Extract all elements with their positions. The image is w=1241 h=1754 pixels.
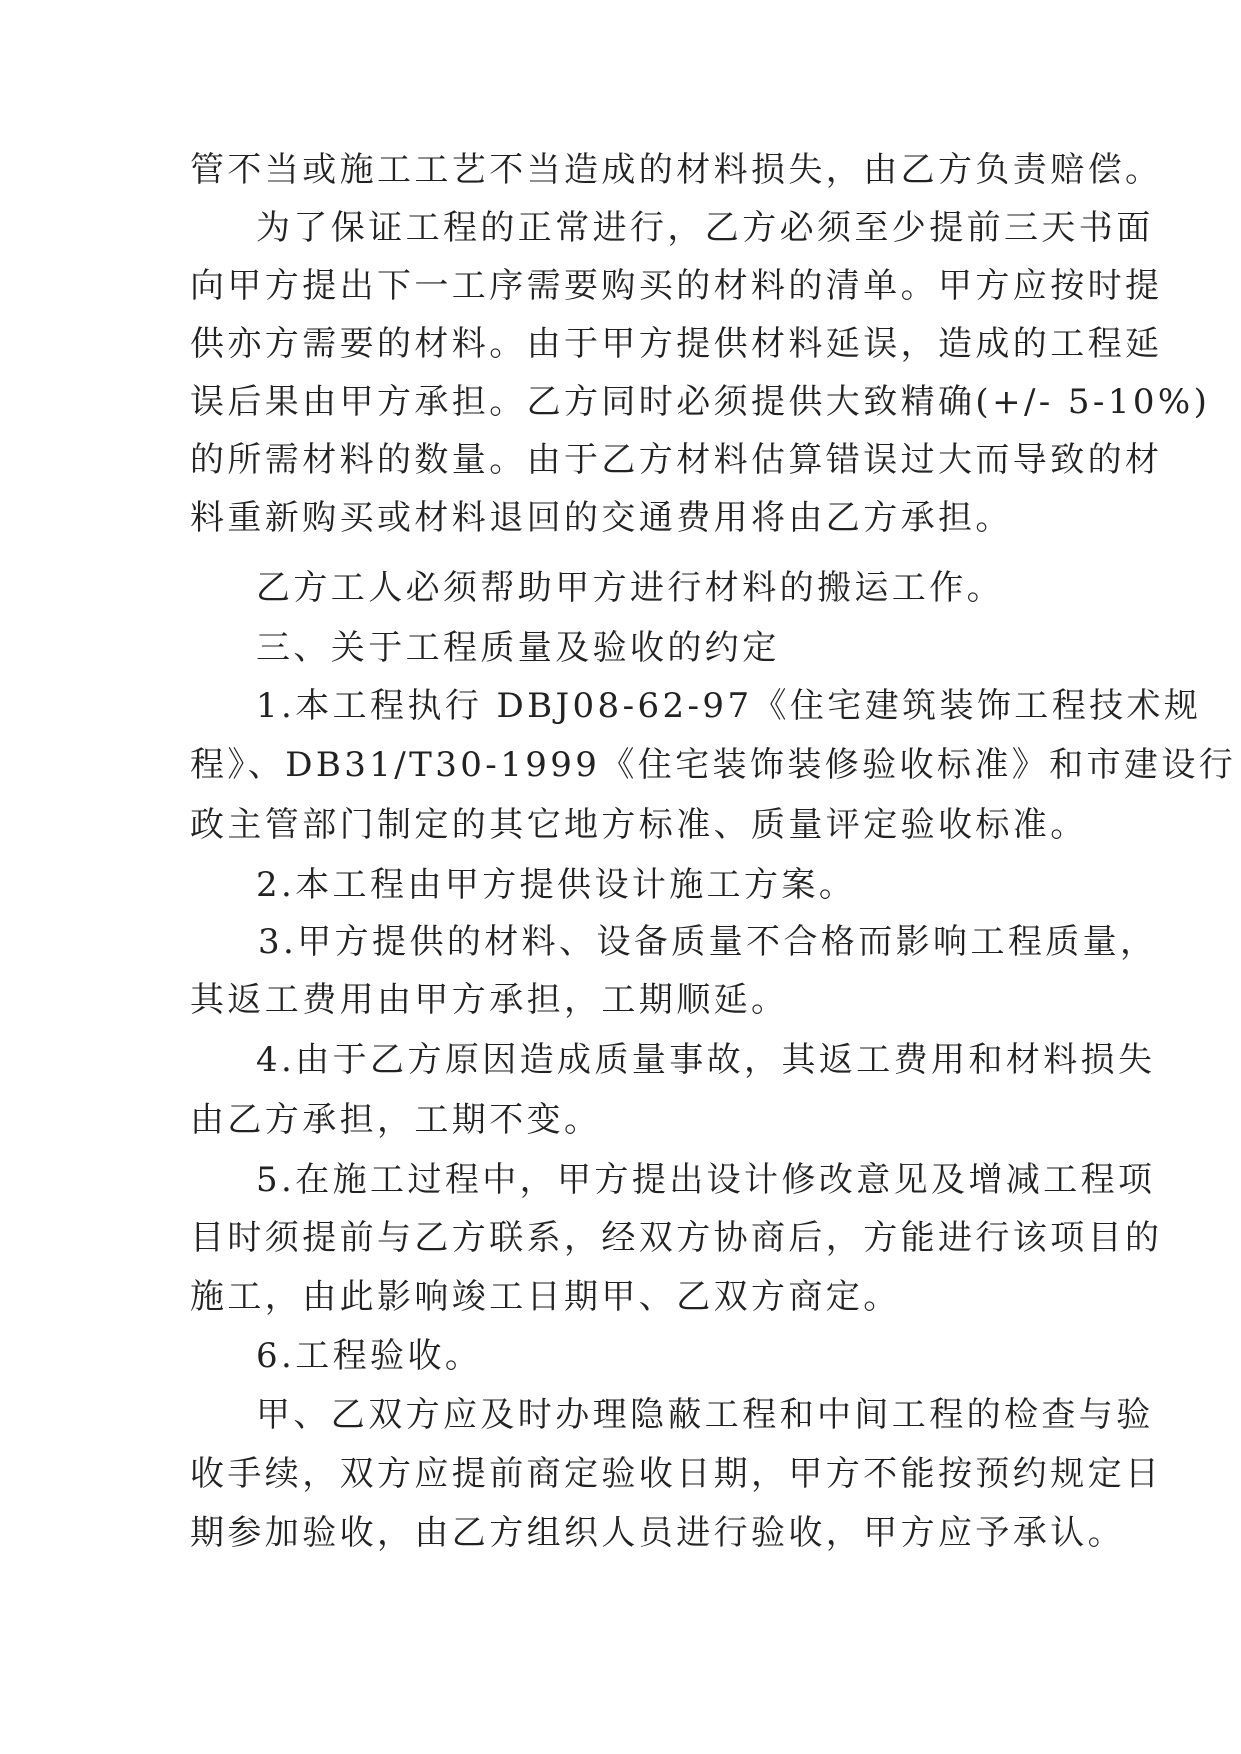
text-line: 料重新购买或材料退回的交通费用将由乙方承担。	[190, 498, 1013, 538]
text-line: 向甲方提出下一工序需要购买的材料的清单。甲方应按时提	[190, 266, 1163, 306]
section-heading: 三、关于工程质量及验收的约定	[256, 628, 780, 668]
text-line: 政主管部门制定的其它地方标准、质量评定验收标准。	[190, 805, 1088, 845]
text-line: 4.由于乙方原因造成质量事故，其返工费用和材料损失	[256, 1040, 1156, 1080]
text-line: 2.本工程由甲方提供设计施工方案。	[256, 865, 857, 905]
text-line: 1.本工程执行 DBJ08-62-97《住宅建筑装饰工程技术规	[256, 686, 1202, 726]
text-line: 6.工程验收。	[256, 1336, 483, 1376]
text-line: 3.甲方提供的材料、设备质量不合格而影响工程质量，	[258, 922, 1158, 962]
text-line: 其返工费用由甲方承担，工期顺延。	[190, 980, 789, 1020]
text-line: 供亦方需要的材料。由于甲方提供材料延误，造成的工程延	[190, 324, 1163, 364]
text-line: 目时须提前与乙方联系，经双方协商后，方能进行该项目的	[190, 1218, 1163, 1258]
text-line: 管不当或施工工艺不当造成的材料损失，由乙方负责赔偿。	[190, 150, 1163, 190]
text-line: 为了保证工程的正常进行，乙方必须至少提前三天书面	[256, 208, 1154, 248]
text-line: 收手续，双方应提前商定验收日期，甲方不能按预约规定日	[190, 1454, 1163, 1494]
text-line: 期参加验收，由乙方组织人员进行验收，甲方应予承认。	[190, 1513, 1125, 1553]
text-line: 程》、DB31/T30-1999《住宅装饰装修验收标准》和市建设行	[190, 745, 1237, 785]
text-line: 乙方工人必须帮助甲方进行材料的搬运工作。	[256, 568, 1004, 608]
text-line: 误后果由甲方承担。乙方同时必须提供大致精确(+/- 5-10%)	[190, 382, 1211, 422]
text-line: 5.在施工过程中，甲方提出设计修改意见及增减工程项	[256, 1160, 1156, 1200]
text-line: 的所需材料的数量。由于乙方材料估算错误过大而导致的材	[190, 440, 1163, 480]
text-line: 甲、乙双方应及时办理隐蔽工程和中间工程的检查与验	[256, 1395, 1154, 1435]
text-line: 由乙方承担，工期不变。	[190, 1100, 602, 1140]
text-line: 施工，由此影响竣工日期甲、乙双方商定。	[190, 1277, 901, 1317]
